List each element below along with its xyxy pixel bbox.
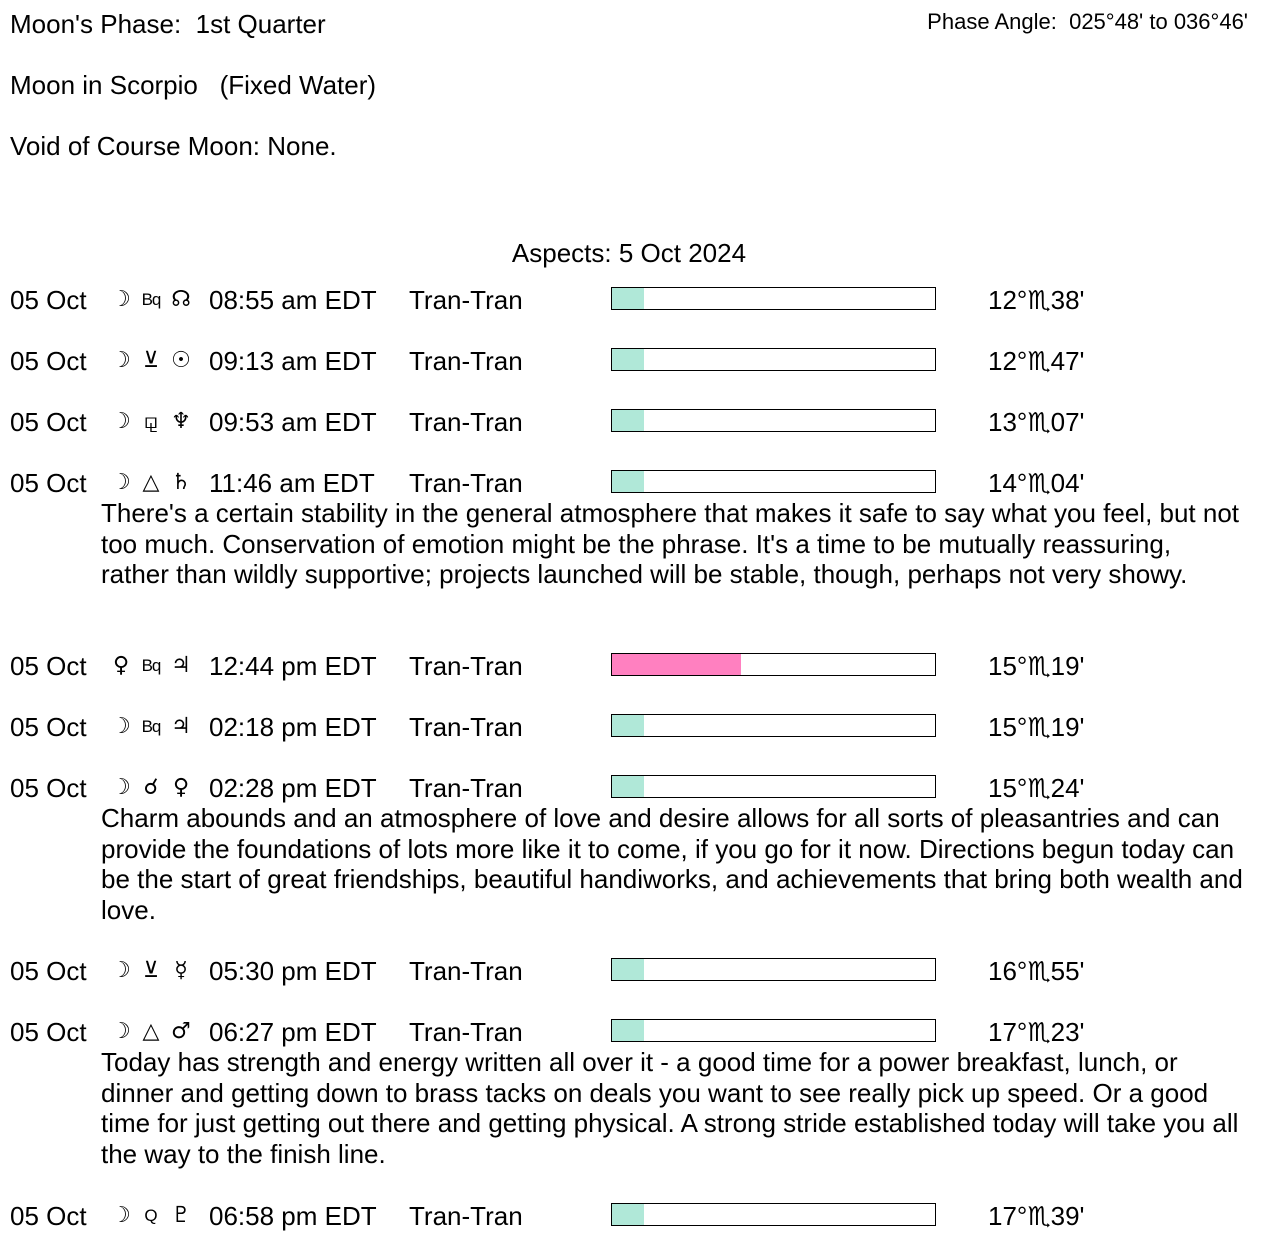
neptune-icon: ♆ (171, 409, 191, 434)
aspect-date: 05 Oct (10, 407, 87, 437)
north-node-icon: ☊ (171, 287, 191, 312)
aspect-type: Tran-Tran (409, 285, 523, 315)
strength-bar-fill (612, 349, 644, 370)
strength-bar-fill (612, 1204, 644, 1225)
aspect-type: Tran-Tran (409, 1017, 523, 1047)
aspect-date: 05 Oct (10, 956, 87, 986)
aspect-row (0, 650, 1269, 682)
aspect-time: 06:58 pm EDT (209, 1201, 377, 1231)
aspect-row (0, 772, 1269, 804)
strength-bar (611, 470, 936, 493)
strength-bar (611, 1019, 936, 1042)
aspect-position: 16°♏55' (988, 956, 1085, 986)
aspect-time: 12:44 pm EDT (209, 651, 377, 681)
aspect-time: 09:13 am EDT (209, 346, 377, 376)
aspect-date: 05 Oct (10, 712, 87, 742)
aspect-position: 17°♏23' (988, 1017, 1085, 1047)
sun-icon: ☉ (171, 348, 191, 373)
aspect-description: Charm abounds and an atmosphere of love and desire allows for all sorts of pleasantries and can provide the foundations of lots more like it to come, if you go for it now. Directions begun today can be the start of great friendships, beautiful handiworks, and achievements that bring both wealth and love. (101, 803, 1243, 925)
aspect-time: 05:30 pm EDT (209, 956, 377, 986)
aspect-row (0, 1016, 1269, 1048)
aspect-row (0, 406, 1269, 438)
aspect-time: 11:46 am EDT (209, 468, 375, 498)
moon-phase-label: Moon's Phase: (10, 9, 182, 39)
strength-bar-fill (612, 776, 644, 797)
aspect-position: 15°♏19' (988, 712, 1085, 742)
aspect-row (0, 345, 1269, 377)
aspect-type: Tran-Tran (409, 468, 523, 498)
trine-icon: △ (142, 1019, 160, 1044)
moon-sign: Moon in Scorpio (10, 70, 198, 100)
aspect-position: 15°♏24' (988, 773, 1085, 803)
phase-angle-line (927, 9, 1248, 35)
aspect-type: Tran-Tran (409, 1201, 523, 1231)
aspect-position: 14°♏04' (988, 468, 1085, 498)
aspect-date: 05 Oct (10, 773, 87, 803)
trine-icon: △ (142, 470, 160, 495)
strength-bar-fill (612, 654, 741, 675)
strength-bar-fill (612, 1020, 644, 1041)
aspect-type: Tran-Tran (409, 407, 523, 437)
phase-angle-value: 025°48' to 036°46' (1069, 9, 1248, 34)
moon-icon: ☽ (111, 1019, 131, 1044)
aspects-title: Aspects: 5 Oct 2024 (511, 238, 747, 268)
aspect-time: 09:53 am EDT (209, 407, 377, 437)
aspect-row (0, 1200, 1269, 1232)
aspect-row (0, 467, 1269, 499)
aspect-type: Tran-Tran (409, 346, 523, 376)
aspect-position: 12°♏38' (988, 285, 1085, 315)
moon-phase-value: 1st Quarter (195, 9, 326, 39)
aspect-date: 05 Oct (10, 1017, 87, 1047)
conjunction-icon: ☌ (143, 775, 159, 800)
mercury-icon: ☿ (174, 958, 188, 983)
moon-icon: ☽ (111, 409, 131, 434)
aspect-time: 08:55 am EDT (209, 285, 377, 315)
biquintile-icon: Bq (141, 290, 161, 309)
aspect-position: 12°♏47' (988, 346, 1085, 376)
quintile-icon: Q (144, 1206, 158, 1225)
aspect-position: 13°♏07' (988, 407, 1085, 437)
semisextile-icon: ⊻ (142, 348, 160, 373)
aspect-description: There's a certain stability in the general atmosphere that makes it safe to say what you feel, but not too much. Conservation of emotion might be the phrase. It's a time to be mutually reassuring, rather than wildly supportive; projects launched will be stable, though, perhaps not very showy. (101, 498, 1240, 589)
moon-icon: ☽ (111, 958, 131, 983)
saturn-icon: ♄ (171, 470, 191, 495)
aspect-date: 05 Oct (10, 1201, 87, 1231)
moon-icon: ☽ (111, 470, 131, 495)
aspect-date: 05 Oct (10, 285, 87, 315)
strength-bar (611, 775, 936, 798)
aspect-row (0, 284, 1269, 316)
aspect-time: 02:18 pm EDT (209, 712, 377, 742)
strength-bar-fill (612, 471, 644, 492)
semisextile-icon: ⊻ (142, 958, 160, 983)
void-of-course: Void of Course Moon: None. (10, 131, 337, 161)
venus-icon: ♀ (172, 775, 190, 800)
aspect-time: 06:27 pm EDT (209, 1017, 377, 1047)
moon-icon: ☽ (111, 287, 131, 312)
aspect-type: Tran-Tran (409, 651, 523, 681)
mars-icon: ♂ (171, 1019, 191, 1044)
moon-icon: ☽ (111, 714, 131, 739)
strength-bar-fill (612, 715, 644, 736)
aspect-date: 05 Oct (10, 346, 87, 376)
aspect-row (0, 955, 1269, 987)
strength-bar (611, 409, 936, 432)
phase-angle-label: Phase Angle: (927, 9, 1057, 34)
aspect-row (0, 711, 1269, 743)
aspect-date: 05 Oct (10, 468, 87, 498)
aspect-type: Tran-Tran (409, 712, 523, 742)
aspect-position: 15°♏19' (988, 651, 1085, 681)
moon-phase-line (10, 9, 326, 39)
strength-bar (611, 714, 936, 737)
strength-bar (611, 653, 936, 676)
aspect-description: Today has strength and energy written all over it - a good time for a power breakfast, lunch, or dinner and getting down to brass tacks on deals you want to see really pick up speed. Or a good time for just getting out there and getting physical. A strong stride established today will take you all the way to the finish line. (101, 1047, 1239, 1169)
moon-icon: ☽ (111, 775, 131, 800)
jupiter-icon: ♃ (171, 714, 191, 739)
moon-sign-quality: (Fixed Water) (219, 70, 377, 100)
moon-icon: ☽ (111, 1203, 131, 1228)
venus-icon: ♀ (112, 653, 130, 678)
moon-icon: ☽ (111, 348, 131, 373)
strength-bar (611, 348, 936, 371)
strength-bar-fill (612, 410, 644, 431)
aspect-position: 17°♏39' (988, 1201, 1085, 1231)
aspect-date: 05 Oct (10, 651, 87, 681)
strength-bar (611, 287, 936, 310)
strength-bar (611, 958, 936, 981)
biquintile-icon: Bq (141, 656, 161, 675)
moon-sign-line (10, 70, 376, 100)
strength-bar-fill (612, 288, 644, 309)
aspect-time: 02:28 pm EDT (209, 773, 377, 803)
sesquiquadrate-icon: ⚼ (143, 409, 159, 434)
biquintile-icon: Bq (141, 717, 161, 736)
jupiter-icon: ♃ (171, 653, 191, 678)
strength-bar (611, 1203, 936, 1226)
aspect-type: Tran-Tran (409, 956, 523, 986)
aspect-type: Tran-Tran (409, 773, 523, 803)
pluto-icon: ♇ (171, 1203, 191, 1228)
strength-bar-fill (612, 959, 644, 980)
